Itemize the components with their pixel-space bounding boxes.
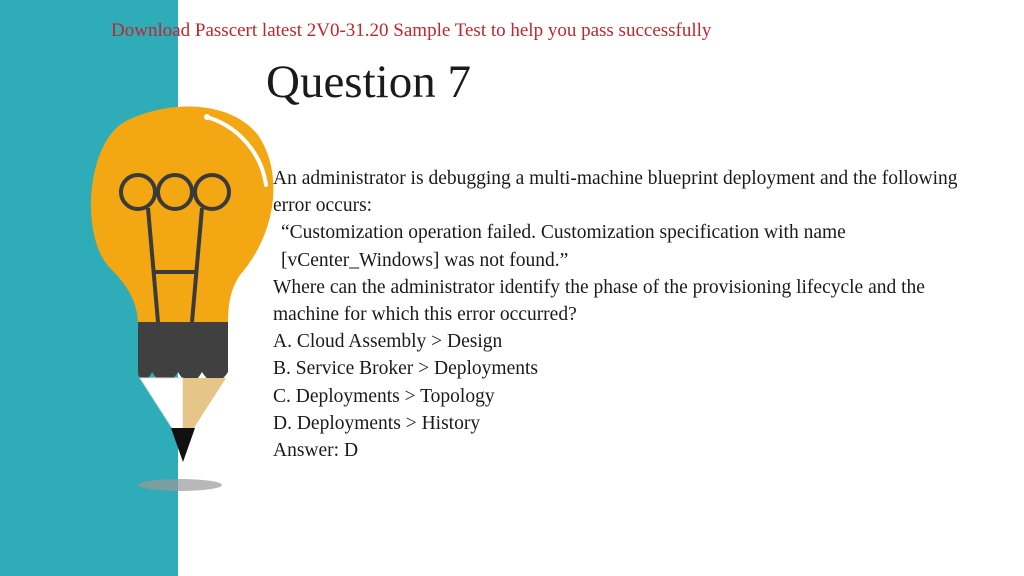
question-line: An administrator is debugging a multi-machine blueprint deployment and the following error occurs: bbox=[273, 168, 958, 217]
option-b: B. Service Broker > Deployments bbox=[273, 358, 538, 380]
download-banner[interactable]: Download Passcert latest 2V0-31.20 Sample Test to help you pass successfully bbox=[111, 20, 712, 41]
option-d: D. Deployments > History bbox=[273, 412, 481, 434]
question-line: Where can the administrator identify the phase of the provisioning lifecycle and the machine for which this error occurred? bbox=[273, 276, 925, 326]
option-c: C. Deployments > Topology bbox=[273, 385, 495, 407]
lightbulb-pencil-icon bbox=[80, 100, 280, 500]
option-a: A. Cloud Assembly > Design bbox=[273, 331, 503, 353]
page-title: Question 7 bbox=[266, 56, 471, 108]
answer-text: Answer: D bbox=[273, 440, 359, 462]
error-quote: “Customization operation failed. Customization specification with name [vCenter_Windows] was not found.” bbox=[281, 222, 846, 271]
question-body bbox=[273, 165, 993, 464]
